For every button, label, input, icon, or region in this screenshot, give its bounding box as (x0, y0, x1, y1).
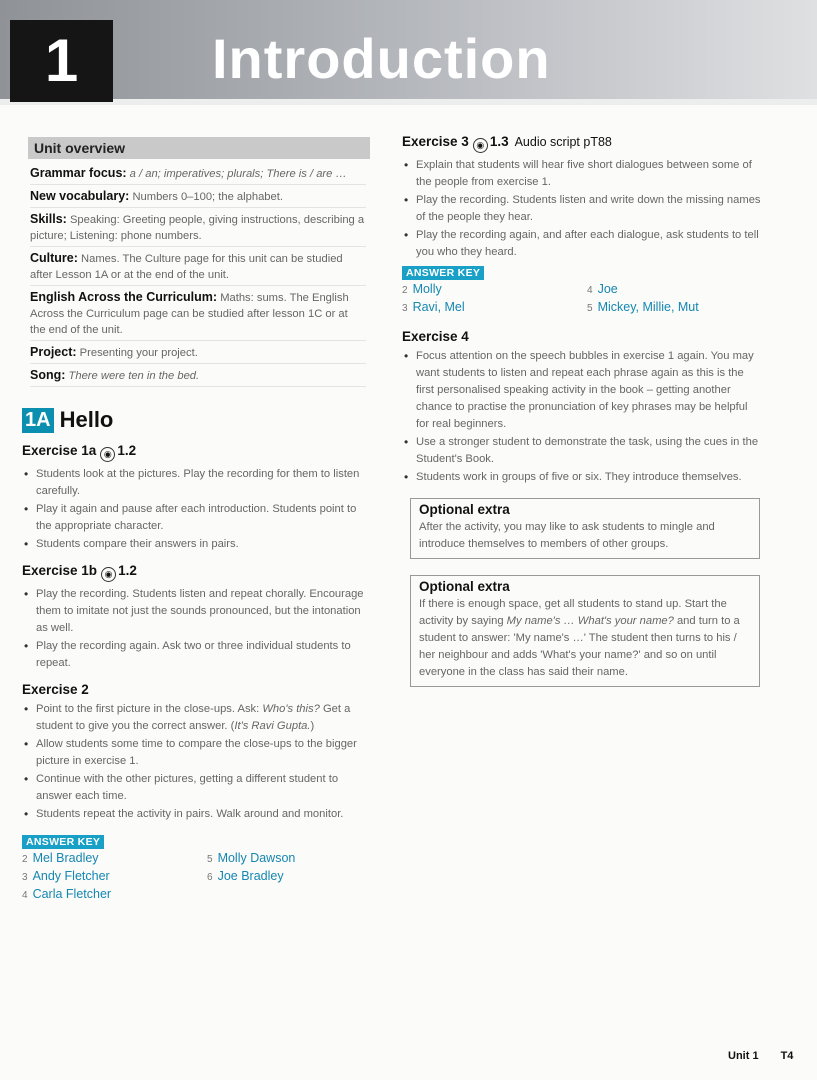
exercise-3-heading: Exercise 3 ◉ 1.3 Audio script pT88 (402, 134, 762, 153)
answer-key-badge: ANSWER KEY (402, 266, 484, 280)
list-item: • Allow students some time to compare the close-ups to the bigger picture in exercise 1. (22, 736, 374, 770)
page-footer (728, 1050, 793, 1062)
exercise-1b-heading: Exercise 1b ◉ 1.2 (22, 563, 374, 582)
optional-extra-text: If there is enough space, get all students to stand up. Start the activity by saying My name's … What's your name? and turn to a student to answer: 'My name's …' The student then turns to his / her neighbour and adds 'What's your name?' and so on until everyone in the class has said their name. (419, 598, 740, 678)
answer-item: 2 Mel Bradley (22, 851, 99, 865)
exercise-2-list (22, 701, 374, 823)
lesson-title: Hello (59, 407, 114, 432)
audio-script-ref: Audio script pT88 (514, 135, 612, 149)
answer-item: 5 Mickey, Millie, Mut (587, 300, 699, 314)
list-item: • Play the recording. Students listen and write down the missing names of the people they hear. (402, 192, 762, 226)
unit-number-badge: 1 (10, 20, 113, 102)
list-item: • Students compare their answers in pairs. (22, 536, 374, 553)
list-item: • Play the recording. Students listen and repeat chorally. Encourage them to imitate not just the sounds pronounced, but the intonation as well. (22, 586, 374, 637)
answer-key-grid (402, 281, 762, 317)
overview-skills: Skills: Speaking: Greeting people, giving instructions, describing a picture; Listening: phone numbers. (30, 211, 366, 247)
answer-item: 4 Joe (587, 282, 618, 296)
overview-culture: Culture: Names. The Culture page for this unit can be studied after Lesson 1A or at the end of the unit. (30, 250, 366, 286)
overview-grammar: Grammar focus: a / an; imperatives; plurals; There is / are … (30, 165, 366, 185)
answer-item: 3 Andy Fletcher (22, 869, 110, 883)
right-column (402, 130, 762, 687)
list-item: • Point to the first picture in the close-ups. Ask: Who's this? Get a student to give you the correct answer. (It's Ravi Gupta.) (22, 701, 374, 735)
list-item: • Play it again and pause after each introduction. Students point to the appropriate character. (22, 501, 374, 535)
list-item: • Continue with the other pictures, getting a different student to answer each time. (22, 771, 374, 805)
answer-key-badge: ANSWER KEY (22, 835, 104, 849)
answer-item: 3 Ravi, Mel (402, 300, 465, 314)
list-item: • Students look at the pictures. Play the recording for them to listen carefully. (22, 466, 374, 500)
optional-extra-box (410, 498, 760, 559)
footer-unit: Unit 1 (728, 1050, 759, 1062)
overview-song: Song: There were ten in the bed. (30, 367, 366, 387)
exercise-2-heading: Exercise 2 (22, 682, 89, 697)
optional-extra-text: After the activity, you may like to ask students to mingle and introduce themselves to members of other groups. (419, 521, 715, 550)
overview-vocabulary: New vocabulary: Numbers 0–100; the alphabet. (30, 188, 366, 208)
list-item: • Play the recording again. Ask two or three individual students to repeat. (22, 638, 374, 672)
list-item: • Students work in groups of five or six. They introduce themselves. (402, 469, 762, 486)
cd-icon: ◉ (101, 567, 116, 582)
page-title: Introduction (212, 27, 551, 90)
list-item: • Explain that students will hear five short dialogues between some of the people from exercise 1. (402, 157, 762, 191)
exercise-1a-list (22, 466, 374, 553)
exercise-1b-list (22, 586, 374, 672)
answer-item: 5 Molly Dawson (207, 851, 296, 865)
list-item: • Students repeat the activity in pairs. Walk around and monitor. (22, 806, 374, 823)
cd-icon: ◉ (473, 138, 488, 153)
overview-curriculum: English Across the Curriculum: Maths: sums. The English Across the Curriculum page can be studied after lesson 1C or at the end of the unit. (30, 289, 366, 341)
optional-extra-title: Optional extra (419, 579, 510, 594)
exercise-3-list (402, 157, 762, 261)
exercise-4-heading: Exercise 4 (402, 329, 469, 344)
cd-icon: ◉ (100, 447, 115, 462)
unit-overview-heading: Unit overview (28, 137, 370, 159)
page-number: T4 (780, 1050, 794, 1062)
left-column (22, 130, 374, 904)
unit-overview-list (22, 165, 374, 387)
header-strip (0, 99, 817, 105)
optional-extra-box (410, 575, 760, 687)
list-item: • Use a stronger student to demonstrate the task, using the cues in the Student's Book. (402, 434, 762, 468)
answer-item: 2 Molly (402, 282, 442, 296)
overview-project: Project: Presenting your project. (30, 344, 366, 364)
unit-header (0, 0, 817, 105)
list-item: • Focus attention on the speech bubbles in exercise 1 again. You may want students to listen and repeat each phrase again as this is the first personalised speaking activity in the book – getting another chance to practise the pronunciation of key phrases may be helpful for real beginners. (402, 348, 762, 433)
lesson-heading (22, 407, 374, 433)
answer-item: 6 Joe Bradley (207, 869, 284, 883)
optional-extra-title: Optional extra (419, 502, 510, 517)
list-item: • Play the recording again, and after each dialogue, ask students to tell you who they heard. (402, 227, 762, 261)
exercise-1a-heading: Exercise 1a ◉ 1.2 (22, 443, 374, 462)
answer-key-grid (22, 850, 374, 904)
exercise-4-list (402, 348, 762, 486)
answer-item: 4 Carla Fletcher (22, 887, 112, 901)
lesson-badge: 1A (22, 408, 54, 433)
